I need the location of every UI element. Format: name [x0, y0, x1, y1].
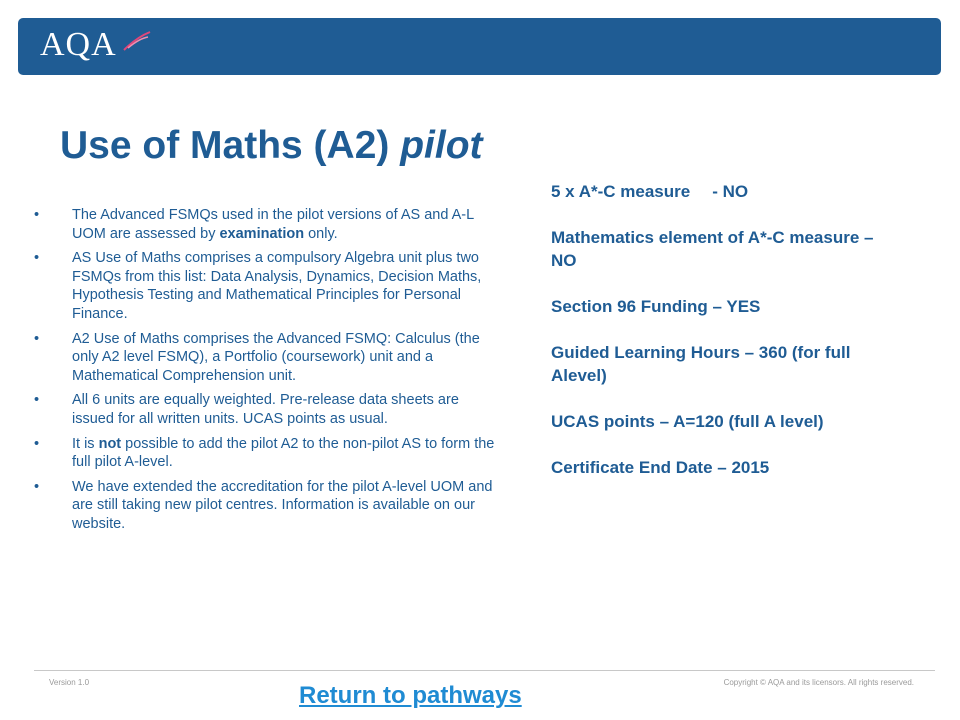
bullet-text-tail: only.	[304, 225, 338, 242]
bullet-text: All 6 units are equally weighted. Pre-release data sheets are issued for all written units. UCAS points as usual.	[72, 392, 459, 427]
fact-guided-hours: Guided Learning Hours – 360 (for full Alevel)	[551, 343, 851, 385]
aqa-logo: AQA	[40, 26, 117, 63]
bullet-marker: •	[34, 250, 40, 267]
bullet-item	[34, 249, 504, 323]
title-main: Use of Maths (A2)	[60, 124, 390, 167]
title-italic: pilot	[400, 124, 483, 167]
bullet-emphasis: not	[98, 435, 122, 452]
header-banner	[18, 18, 941, 75]
bullet-text: AS Use of Maths comprises a compulsory Algebra unit plus two FSMQs from this list: Data Analysis, Dynamics, Decision Maths, Hypothesis Testing and Mathematical Principles for Personal Finance.	[72, 250, 482, 322]
fact-ucas-points: UCAS points – A=120 (full A level)	[551, 412, 824, 431]
bullet-text: A2 Use of Maths comprises the Advanced FSMQ: Calculus (the only A2 level FSMQ), a Portfolio (coursework) unit and a Mathematical Comprehension unit.	[72, 330, 480, 384]
fact-measure-value: - NO	[712, 182, 749, 201]
bullet-text: We have extended the accreditation for the pilot A-level UOM and are still taking new pilot centres. Information is available on our website.	[72, 478, 493, 532]
bullet-item	[34, 478, 504, 534]
bullet-list	[34, 206, 504, 540]
bullet-marker: •	[34, 435, 40, 452]
bullet-marker: •	[34, 207, 40, 223]
bullet-marker: •	[34, 478, 40, 495]
version-label: Version 1.0	[49, 678, 90, 687]
bullet-text: The Advanced FSMQs used in the pilot versions of AS and A-L UOM are assessed by	[72, 207, 474, 242]
return-to-pathways-link[interactable]: Return to pathways	[299, 682, 522, 709]
copyright-notice: Copyright © AQA and its licensors. All rights reserved.	[723, 678, 914, 687]
fact-measure	[551, 180, 881, 203]
facts-panel	[551, 180, 881, 502]
bullet-item	[34, 435, 504, 472]
bullet-item	[34, 206, 504, 243]
bullet-item	[34, 391, 504, 428]
footer-divider	[34, 670, 935, 671]
aqa-swoosh-icon	[122, 28, 152, 54]
bullet-marker: •	[34, 392, 40, 409]
bullet-text: It is	[72, 435, 99, 452]
fact-funding: Section 96 Funding – YES	[551, 297, 761, 316]
bullet-text-tail: possible to add the pilot A2 to the non-pilot AS to form the full pilot A-level.	[72, 435, 495, 471]
bullet-item	[34, 330, 504, 386]
page-title	[60, 124, 483, 168]
fact-maths-element: Mathematics element of A*-C measure – NO	[551, 228, 874, 270]
fact-end-date: Certificate End Date – 2015	[551, 458, 770, 477]
fact-measure-label: 5 x A*-C measure	[551, 182, 691, 201]
bullet-emphasis: examination	[219, 225, 305, 242]
bullet-marker: •	[34, 330, 40, 347]
